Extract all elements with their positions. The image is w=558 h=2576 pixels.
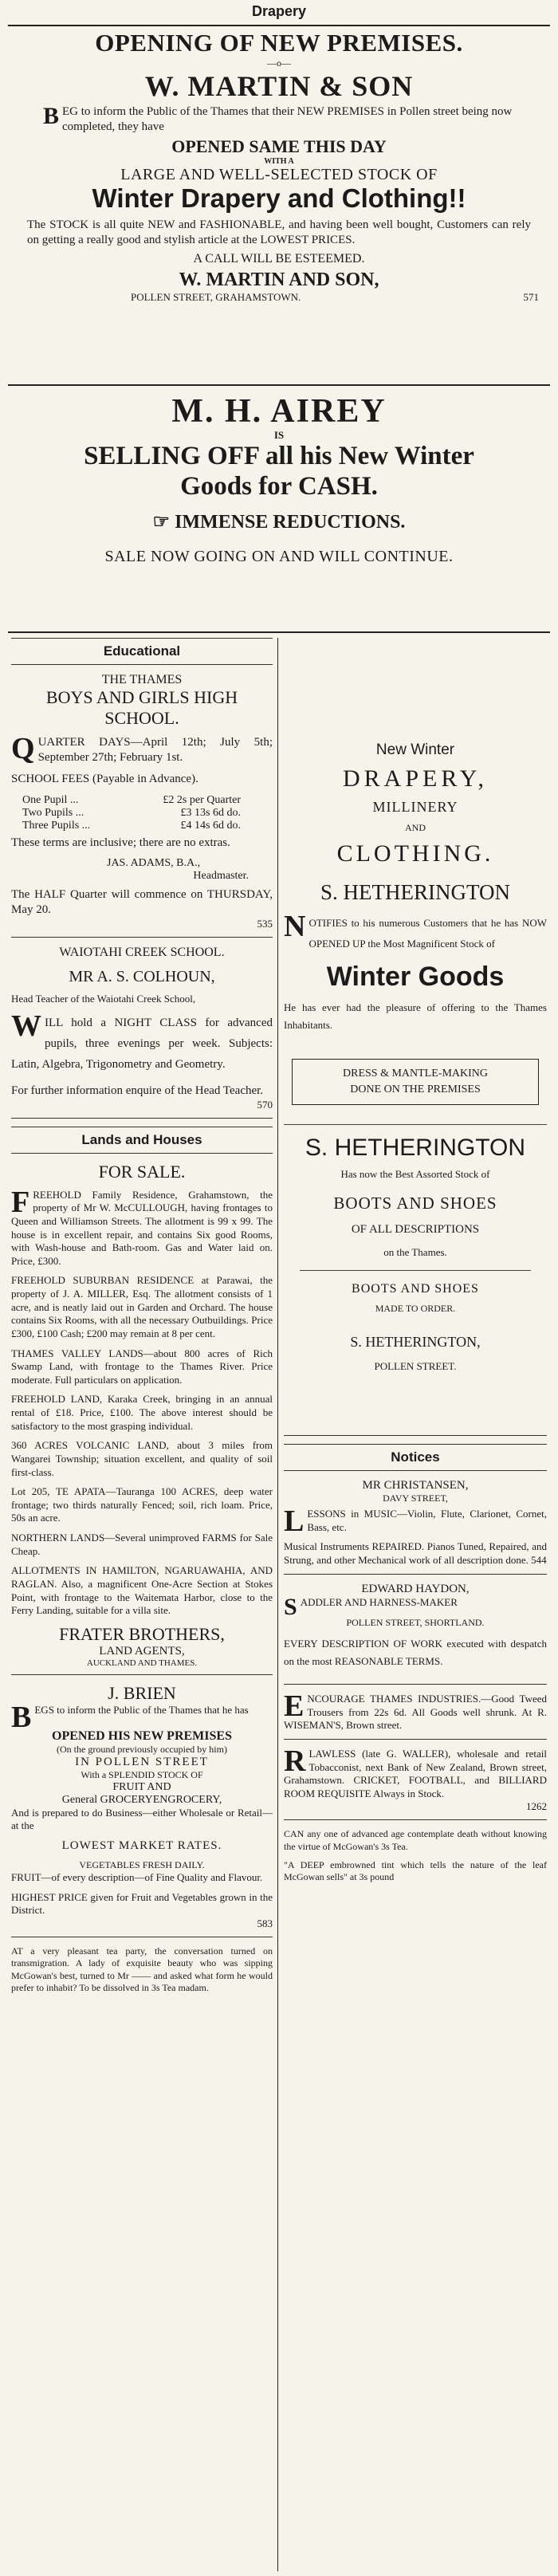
martin-opened: OPENED SAME THIS DAY: [171, 136, 387, 156]
lawless-number: 1262: [526, 1800, 547, 1813]
school-terms: These terms are inclusive; there are no extras.: [11, 836, 230, 849]
school-title3: SCHOOL.: [104, 708, 179, 728]
heth-name: S. HETHERINGTON: [320, 880, 510, 904]
brien-highest: HIGHEST PRICE given for Fruit and Vegetables grown in the District.: [11, 1890, 273, 1917]
heth2-on: on the Thames.: [383, 1246, 447, 1258]
section-title: Drapery: [251, 3, 307, 19]
brien-advert: J. BRIEN BEGS to inform the Public of the Thames that he has OPENED HIS NEW PREMISES (On the ground previously occupied by him) IN POLLEN STREET With a SPLENDID STOCK OF FRUIT AND General GROCERYENGROCERY, And is prepared to do Business—either Wholesale or Retail—at the LOWEST MARKET RATES. VEGETABLES FRESH DAILY. FRUIT—of every description—of Fine Quality and Flavour. HIGHEST PRICE given for Fruit and Vegetables grown in the District. 583: [11, 1683, 273, 1937]
section-header: [0, 0, 558, 26]
school-fees-list: [11, 794, 273, 832]
haydon-advert: EDWARD HAYDON, SADDLER AND HARNESS-MAKER POLLEN STREET, SHORTLAND. EVERY DESCRIPTION OF WORK executed with despatch on the most REASONABLE TERMS.: [284, 1583, 547, 1685]
forsale-item-5: 360 ACRES VOLCANIC LAND, about 3 miles from Wangarei Township; situation excellent, and quality of soil first-class.: [11, 1439, 273, 1478]
haydon-address: POLLEN STREET, SHORTLAND.: [346, 1616, 485, 1628]
column-divider: [277, 638, 278, 2571]
high-school-advert: THE THAMES BOYS AND GIRLS HIGH SCHOOL. QUARTER DAYS—April 12th; July 5th; September 27th; February 1st. SCHOOL FEES (Payable in Advance). One Pupil ... £2 2s per Quarter Two Pupils ... £3 13s 6d do. Three Pupils ... £4 14s 6d do. These terms are inclusive; there are no extras. JAS. ADAMS, B.A., Headmaster. The HALF Quarter will commence on THURSDAY, May 20. 535: [11, 673, 273, 938]
forsale-item-6: Lot 205, TE APATA—Tauranga 100 ACRES, deep water frontage; two thirds naturally Fenced; soil, rich loam. Price, 50s an acre.: [11, 1485, 273, 1524]
heth2-street: POLLEN STREET.: [374, 1360, 457, 1372]
fee-row: [22, 794, 273, 807]
forsale-item-8: ALLOTMENTS IN HAMILTON, NGARUAWAHIA, AND RAGLAN. Also, a magnificent One-Acre Section at Stokes Point, with frontage to the Waitemata Harbor, close to the Ferry Landing, suitable for a villa site.: [11, 1564, 273, 1617]
heth-new-winter: New Winter: [375, 741, 455, 758]
brien-prepared: And is prepared to do Business—either Wholesale or Retail—at the: [11, 1806, 273, 1832]
heth-ever: He has ever had the pleasure of offering to the Thames Inhabitants.: [284, 1001, 547, 1032]
christ-street: DAVY STREET,: [383, 1493, 448, 1504]
heth-dress: DRESS & MANTLE-MAKING: [343, 1068, 488, 1080]
martin-number: 571: [523, 291, 539, 304]
school-number: 535: [257, 918, 273, 930]
hetherington-boots-advert: [284, 1135, 547, 1436]
airey-line1: SELLING OFF all his New Winter: [84, 442, 474, 471]
brien-street: IN POLLEN STREET: [75, 1755, 209, 1768]
forsale-item-3: THAMES VALLEY LANDS—about 800 acres of Rich Swamp Land, with frontage to the Thames River. Price moderate. Full particulars on application.: [11, 1347, 273, 1386]
right-column: [284, 638, 547, 1890]
brien-grocery: General GROCERYENGROCERY,: [61, 1793, 222, 1806]
fee-row: [22, 807, 273, 820]
forsale-agents: FRATER BROTHERS,: [59, 1623, 225, 1644]
brien-opened: OPENED HIS NEW PREMISES: [52, 1728, 232, 1743]
fee-amount: £2 2s per Quarter: [163, 793, 241, 806]
airey-advert: [11, 394, 547, 566]
airey-reductions: IMMENSE REDUCTIONS.: [175, 511, 406, 533]
lawless-text: LAWLESS (late G. WALLER), wholesale and retail Tobacconist, next Bank of New Zealand, Brown street, Grahamstown. CRICKET, FOOTBALL, and BILLIARD ROOM REQUISITE Always in Stock.: [284, 1747, 547, 1799]
brien-number: 583: [257, 1917, 273, 1929]
brien-rates: LOWEST MARKET RATES.: [61, 1839, 222, 1853]
school-quarter: UARTER DAYS—April 12th; July 5th; September 27th; February 1st.: [37, 736, 273, 765]
left-column: [11, 638, 273, 2000]
forsale-item-2: FREEHOLD SUBURBAN RESIDENCE at Parawai, the property of J. A. MILLER, Esq. The allotment consists of 1 acre, and is neatly laid out in Garden and Orchard. The house contains Six Rooms, with all the necessary Outbuildings. Price £300, £100 Cash; £200 may remain at 8 per cent.: [11, 1274, 273, 1339]
heth-drapery: DRAPERY,: [342, 765, 488, 792]
fee-amount: £3 13s 6d do.: [180, 806, 241, 819]
martin-call: A CALL WILL BE ESTEEMED.: [193, 252, 365, 266]
waiotahi-name: MR A. S. COLHOUN,: [69, 968, 215, 986]
christ-instruments: Musical Instruments REPAIRED. Pianos Tuned, Repaired, and Strung, and other Mechanical work of all description done.: [284, 1540, 547, 1566]
heth2-name: S. HETHERINGTON: [305, 1135, 526, 1161]
airey-line2: Goods for CASH.: [180, 472, 378, 501]
martin-intro: EG to inform the Public of the Thames that their NEW PREMISES in Pollen street being now completed, they have: [62, 105, 513, 133]
hetherington-drapery-advert: New Winter DRAPERY, MILLINERY AND CLOTHING. S. HETHERINGTON NOTIFIES to his numerous Customers that he has NOW OPENED UP the Most Magnificent Stock of Winter Goods He has ever had the pleasure of offering to the Thames Inhabitants. DRESS & MANTLE-MAKING DONE ON THE PREMISES: [284, 638, 547, 1105]
waiotahi-text: ILL hold a NIGHT CLASS for advanced pupils, three evenings per week. Subjects: Latin, Algebra, Trigonometry and Geometry.: [11, 1016, 273, 1072]
forsale-item-1: REEHOLD Family Residence, Grahamstown, the property of Mr W. McCULLOUGH, having frontages to Queen and Williamson Streets. The allotment is 99 x 99. The house is in excellent repair, and contains Six good Rooms, with Wash-house and Bath-room. Gas and Water laid on. Price, £300.: [11, 1188, 273, 1267]
brien-fruit: FRUIT AND: [112, 1780, 171, 1793]
airey-is: IS: [273, 429, 285, 442]
waiotahi-role: Head Teacher of the Waiotahi Creek School,: [11, 993, 196, 1005]
fee-amount: £4 14s 6d do.: [180, 819, 241, 832]
fee-label: Two Pupils ...: [22, 806, 84, 819]
heth2-sign: S. HETHERINGTON,: [350, 1334, 481, 1350]
encourage-text: NCOURAGE THAMES INDUSTRIES.—Good Tweed Trousers from 22s 6d. All Goods well shrunk. At R. WISEMAN'S, Brown street.: [284, 1693, 547, 1732]
waiotahi-advert: WAIOTAHI CREEK SCHOOL. MR A. S. COLHOUN, Head Teacher of the Waiotahi Creek School, WILL hold a NIGHT CLASS for advanced pupils, three evenings per week. Subjects: Latin, Algebra, Trigonometry and Geometry. For further information enquire of the Head Teacher. 570: [11, 946, 273, 1119]
fee-row: [22, 820, 273, 832]
fee-label: Three Pupils ...: [22, 819, 91, 832]
brien-fruit-desc: FRUIT—of every description—of Fine Quality and Flavour.: [11, 1871, 263, 1884]
fee-label: One Pupil ...: [22, 793, 79, 806]
heth2-boots: BOOTS AND SHOES: [333, 1194, 497, 1213]
wiseman-advert: ENCOURAGE THAMES INDUSTRIES.—Good Tweed Trousers from 22s 6d. All Goods well shrunk. At R. WISEMAN'S, Brown street.: [284, 1693, 547, 1740]
lawless-advert: RLAWLESS (late G. WALLER), wholesale and retail Tobacconist, next Bank of New Zealand, Brown street, Grahamstown. CRICKET, FOOTBALL, and BILLIARD ROOM REQUISITE Always in Stock. 1262: [284, 1748, 547, 1821]
school-half: The HALF Quarter will commence on THURSDAY, May 20.: [11, 887, 273, 916]
heth-winter-goods: Winter Goods: [326, 961, 505, 992]
martin-winter: Winter Drapery and Clothing!!: [92, 183, 466, 213]
heth-and: AND: [405, 822, 426, 833]
forsale-agents-place: AUCKLAND AND THAMES.: [86, 1658, 198, 1668]
notices-header: Notices: [284, 1444, 547, 1471]
school-title1: THE THAMES: [101, 673, 183, 686]
martin-with: WITH A: [264, 156, 294, 166]
advanced-paragraph: CAN any one of advanced age contemplate death without knowing the virtue of McGowan's 3s Tea.: [284, 1828, 547, 1852]
heth-millinery: MILLINERY: [372, 799, 458, 815]
lands-header: Lands and Houses: [11, 1127, 273, 1154]
school-headmaster: Headmaster.: [193, 869, 249, 882]
forsale-item-7: NORTHERN LANDS—Several unimproved FARMS for Sale Cheap.: [11, 1532, 273, 1557]
heth2-has: Has now the Best Assorted Stock of: [340, 1168, 490, 1180]
haydon-trade: ADDLER AND HARNESS-MAKER: [300, 1595, 458, 1608]
school-title2: BOYS AND GIRLS HIGH: [45, 687, 238, 707]
forsale-agents-role: LAND AGENTS,: [99, 1644, 185, 1658]
christ-name: MR CHRISTANSEN,: [362, 1479, 469, 1492]
martin-firm: W. MARTIN & SON: [144, 70, 414, 102]
christansen-advert: MR CHRISTANSEN, DAVY STREET, LESSONS in MUSIC—Violin, Flute, Clarionet, Cornet, Bass, etc. Musical Instruments REPAIRED. Pianos Tuned, Repaired, and Strung, and other Mechanical work of all description done. 544: [284, 1479, 547, 1575]
school-fees-head: SCHOOL FEES (Payable in Advance).: [11, 773, 198, 786]
brien-intro: EGS to inform the Public of the Thames that he has: [34, 1703, 249, 1716]
forsale-advert: FOR SALE. FREEHOLD Family Residence, Grahamstown, the property of Mr W. McCULLOUGH, having frontages to Queen and Williamson Streets. The allotment is 99 x 99. The house is in excellent repair, and contains Six good Rooms, with Wash-house and Bath-room. Gas and Water laid on. Price, £300. FREEHOLD SUBURBAN RESIDENCE at Parawai, the property of J. A. MILLER, Esq. The allotment consists of 1 acre, and is neatly laid out in Garden and Orchard. The house contains Six Rooms, with all the necessary Outbuildings. Price £300, £100 Cash; £200 may remain at 8 per cent. THAMES VALLEY LANDS—about 800 acres of Rich Swamp Land, with frontage to the Thames River. Price moderate. Full particulars on application. FREEHOLD LAND, Karaka Creek, bringing in an annual rental of £18. Price, £100. The above interest should be satisfactory to the most grasping individual. 360 ACRES VOLCANIC LAND, about 3 miles from Wangarei Township; situation excellent, and quality of soil first-class. Lot 205, TE APATA—Tauranga 100 ACRES, deep water frontage; two thirds naturally Fenced; soil, rich loam. Price, 50s an acre. NORTHERN LANDS—Several unimproved FARMS for Sale Cheap. ALLOTMENTS IN HAMILTON, NGARUAWAHIA, AND RAGLAN. Also, a magnificent One-Acre Section at Stokes Point, with frontage to the Waitemata Harbor, close to the Ferry Landing, suitable for a villa site. FRATER BROTHERS, LAND AGENTS, AUCKLAND AND THAMES.: [11, 1162, 273, 1675]
martin-stock-text: The STOCK is all quite NEW and FASHIONABLE, and having been well bought, Customers can rely on getting a really good and stylish article at the LOWEST PRICES.: [27, 218, 531, 246]
martin-advert: OPENING OF NEW PREMISES. —o— W. MARTIN & SON BEG to inform the Public of the Thames that their NEW PREMISES in Pollen street being now completed, they have OPENED SAME THIS DAY WITH A LARGE AND WELL-SELECTED STOCK OF Winter Drapery and Clothing!! The STOCK is all quite NEW and FASHIONABLE, and having been well bought, Customers can rely on getting a really good and stylish article at the LOWEST PRICES. A CALL WILL BE ESTEEMED. W. MARTIN AND SON, POLLEN STREET, GRAHAMSTOWN. 571: [11, 29, 547, 304]
martin-title: OPENING OF NEW PREMISES.: [95, 29, 463, 57]
martin-stock-line: LARGE AND WELL-SELECTED STOCK OF: [120, 165, 438, 183]
heth-done: DONE ON THE PREMISES: [350, 1083, 481, 1095]
haydon-every: EVERY DESCRIPTION OF WORK executed with despatch on the most REASONABLE TERMS.: [284, 1637, 547, 1668]
brien-name: J. BRIEN: [108, 1682, 176, 1703]
christ-number: 544: [531, 1553, 547, 1566]
christ-text: ESSONS in MUSIC—Violin, Flute, Clarionet, Cornet, Bass, etc.: [307, 1508, 547, 1533]
heth2-of-all: OF ALL DESCRIPTIONS: [351, 1223, 480, 1236]
waiotahi-further: For further information enquire of the Head Teacher.: [11, 1083, 264, 1097]
deep-paragraph: "A DEEP embrowned tint which tells the nature of the leaf McGowan sells" at 3s pound: [284, 1859, 547, 1883]
martin-address: POLLEN STREET, GRAHAMSTOWN.: [131, 291, 301, 304]
heth2-boots2: BOOTS AND SHOES: [352, 1282, 479, 1296]
mcgowan-paragraph: AT a very pleasant tea party, the conversation turned on transmigration. A lady of exquisite beauty who was sipping McGowan's best, turned to Mr —— and asked what form he would prefer to inhabit? To be dissolved in 3s Tea madam.: [11, 1945, 273, 1994]
dress-box: [292, 1059, 539, 1105]
haydon-name: EDWARD HAYDON,: [361, 1582, 470, 1595]
brien-veg: VEGETABLES FRESH DAILY.: [79, 1859, 205, 1871]
heth-clothing: CLOTHING.: [336, 840, 494, 867]
forsale-item-4: FREEHOLD LAND, Karaka Creek, bringing in an annual rental of £18. Price, £100. The above interest should be satisfactory to the most grasping individual.: [11, 1393, 273, 1432]
heth2-made: MADE TO ORDER.: [375, 1303, 456, 1314]
airey-sale: SALE NOW GOING ON AND WILL CONTINUE.: [104, 547, 454, 565]
forsale-title: FOR SALE.: [98, 1161, 186, 1182]
brien-with: With a SPLENDID STOCK OF: [81, 1768, 203, 1780]
airey-name: M. H. AIREY: [171, 393, 387, 430]
brien-ground: (On the ground previously occupied by him): [57, 1743, 227, 1755]
heth-notifies: OTIFIES to his numerous Customers that he has NOW OPENED UP the Most Magnificent Stock of: [308, 917, 547, 950]
pointing-hand-icon: ☞: [152, 511, 171, 533]
educational-header: Educational: [11, 638, 273, 665]
waiotahi-title: WAIOTAHI CREEK SCHOOL.: [59, 946, 225, 960]
school-head: JAS. ADAMS, B.A.,: [107, 856, 201, 869]
martin-sign: W. MARTIN AND SON,: [179, 269, 379, 291]
waiotahi-number: 570: [257, 1098, 273, 1111]
